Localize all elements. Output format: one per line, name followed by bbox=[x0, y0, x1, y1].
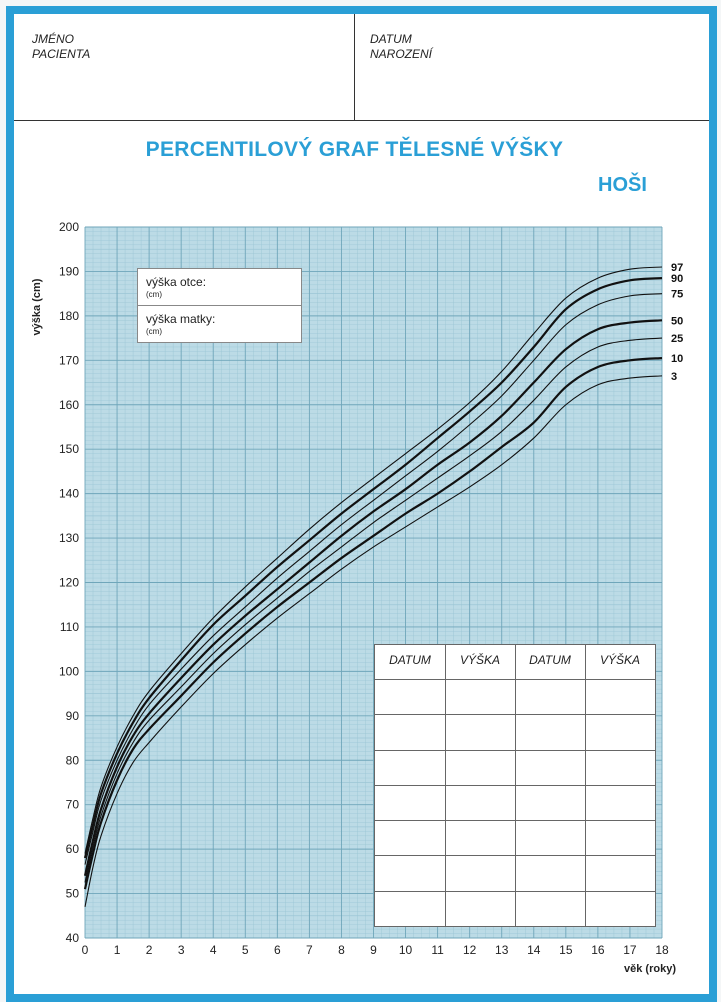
percentile-90-label: 90 bbox=[671, 273, 684, 286]
percentile-3-label: 3 bbox=[671, 370, 678, 383]
father-height-label: výška otce: bbox=[146, 275, 207, 289]
y-tick-label: 80 bbox=[65, 753, 79, 768]
y-tick-label: 90 bbox=[65, 708, 79, 723]
y-tick-label: 50 bbox=[65, 886, 79, 901]
y-tick-label: 190 bbox=[58, 264, 79, 279]
x-tick-label: 13 bbox=[495, 943, 509, 957]
x-tick-label: 14 bbox=[527, 943, 541, 957]
table-row-divider bbox=[375, 679, 655, 680]
chart-title: PERCENTILOVÝ GRAF TĚLESNÉ VÝŠKY bbox=[145, 138, 564, 161]
x-tick-label: 0 bbox=[81, 943, 89, 957]
x-tick-label: 17 bbox=[623, 943, 637, 957]
y-axis-label: výška (cm) bbox=[31, 278, 43, 336]
table-row-divider bbox=[375, 714, 655, 715]
birth-date-label-line2: NAROZENÍ bbox=[370, 47, 433, 61]
x-tick-label: 18 bbox=[655, 943, 669, 957]
y-tick-label: 100 bbox=[58, 664, 79, 679]
y-tick-label: 40 bbox=[65, 931, 79, 945]
parents-height-box bbox=[137, 268, 302, 343]
y-tick-label: 150 bbox=[58, 442, 79, 457]
y-tick-label: 120 bbox=[58, 575, 79, 590]
table-header-date-2: DATUM bbox=[529, 653, 571, 667]
x-tick-label: 9 bbox=[370, 943, 377, 957]
y-tick-label: 180 bbox=[58, 308, 79, 323]
birth-date-label-line1: DATUM bbox=[370, 32, 412, 46]
x-tick-label: 4 bbox=[209, 943, 217, 957]
percentile-97-label: 97 bbox=[671, 261, 684, 274]
x-tick-label: 8 bbox=[338, 943, 345, 957]
x-tick-label: 10 bbox=[398, 943, 413, 957]
percentile-10-label: 10 bbox=[671, 353, 684, 366]
y-tick-label: 200 bbox=[58, 220, 79, 234]
y-tick-label: 110 bbox=[59, 619, 79, 634]
percentile-50-label: 50 bbox=[671, 315, 684, 328]
x-tick-label: 5 bbox=[241, 943, 249, 957]
x-tick-label: 16 bbox=[591, 943, 605, 957]
mother-height-unit: (cm) bbox=[146, 327, 162, 336]
x-tick-label: 3 bbox=[177, 943, 185, 957]
mother-height-label: výška matky: bbox=[146, 312, 216, 326]
x-tick-label: 2 bbox=[145, 943, 153, 957]
y-tick-label: 60 bbox=[65, 842, 79, 857]
y-tick-label: 170 bbox=[58, 353, 79, 368]
table-row-divider bbox=[375, 750, 655, 751]
x-tick-label: 7 bbox=[306, 943, 313, 957]
x-tick-label: 12 bbox=[462, 943, 477, 957]
x-tick-label: 1 bbox=[113, 943, 121, 957]
x-axis-label: věk (roky) bbox=[624, 963, 676, 975]
father-height-unit: (cm) bbox=[146, 290, 162, 299]
patient-name-label-line1: JMÉNO bbox=[32, 32, 74, 46]
y-tick-label: 160 bbox=[58, 397, 79, 412]
table-header-height-2: VÝŠKA bbox=[599, 653, 641, 667]
table-header-date-1: DATUM bbox=[389, 653, 431, 667]
chart-subtitle: HOŠI bbox=[598, 174, 647, 196]
percentile-75-label: 75 bbox=[671, 288, 684, 301]
table-row-divider bbox=[375, 891, 655, 892]
percentile-25-label: 25 bbox=[671, 333, 684, 346]
table-row-divider bbox=[375, 820, 655, 821]
y-tick-label: 140 bbox=[58, 486, 79, 501]
y-tick-label: 70 bbox=[65, 797, 79, 812]
y-tick-label: 130 bbox=[58, 531, 79, 546]
table-row-divider bbox=[375, 855, 655, 856]
x-tick-label: 15 bbox=[559, 943, 573, 957]
x-tick-label: 6 bbox=[273, 943, 281, 957]
table-row-divider bbox=[375, 785, 655, 786]
parents-box-divider bbox=[138, 305, 301, 306]
height-record-table bbox=[374, 644, 656, 927]
table-header-height-1: VÝŠKA bbox=[459, 653, 501, 667]
x-tick-label: 11 bbox=[431, 943, 444, 957]
patient-name-label-line2: PACIENTA bbox=[32, 47, 91, 61]
